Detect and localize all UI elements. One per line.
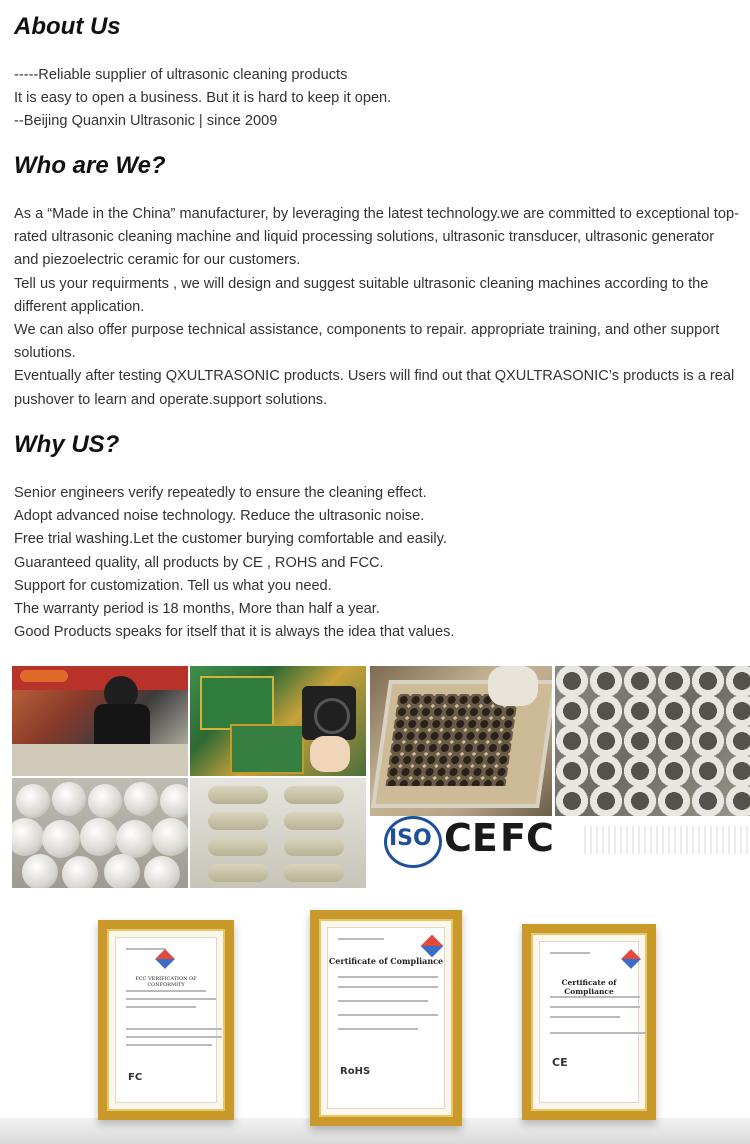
ceramic-roll: [284, 838, 344, 856]
who-text: [14, 203, 740, 412]
ceramic-disc: [124, 782, 158, 816]
why-item: Support for customization. Tell us what you need.: [14, 577, 332, 594]
ceramic-disc: [16, 784, 50, 818]
ce-certificate: [522, 924, 656, 1120]
workbench: [12, 744, 188, 776]
fan-ring: [314, 698, 350, 734]
certificate-emblem: [421, 935, 444, 958]
text-line: [550, 1032, 646, 1034]
fcc-certificate-title: FCC VERIFICATION OF CONFORMITY: [135, 976, 197, 988]
hand: [310, 736, 350, 772]
decorative-stripes: [584, 826, 750, 854]
text-line: [338, 976, 438, 978]
ce-mark: CE: [552, 1056, 568, 1069]
why-item: The warranty period is 18 months, More than half a year.: [14, 601, 380, 618]
text-line: [338, 1028, 418, 1030]
who-paragraph: Eventually after testing QXULTRASONIC products. Users will find out that QXULTRASONIC’s products is a real pushover to learn and operate.support solutions.: [14, 368, 735, 408]
gloved-hand: [488, 666, 538, 706]
ceramic-roll: [208, 786, 268, 804]
why-heading: Why US?: [14, 431, 120, 458]
about-line: -----Reliable supplier of ultrasonic cleaning products: [14, 67, 348, 83]
text-line: [126, 998, 216, 1000]
certificate-emblem: [621, 949, 641, 969]
why-item: Guaranteed quality, all products by CE , ROHS and FCC.: [14, 554, 384, 571]
text-line: [126, 1044, 212, 1046]
text-line: [338, 1000, 428, 1002]
pcb-board: [200, 676, 274, 730]
ceramic-roll: [208, 864, 268, 882]
ceramic-roll: [284, 812, 344, 830]
text-line: [126, 948, 166, 950]
text-line: [126, 1006, 196, 1008]
text-line: [338, 1014, 438, 1016]
fcc-certificate: [98, 920, 234, 1120]
ceramic-rings-photo: [555, 666, 750, 816]
text-line: [126, 1028, 222, 1030]
ring-tray-photo: [370, 666, 552, 816]
text-line: [550, 952, 590, 954]
ceramic-disc: [80, 818, 118, 856]
about-line: --Beijing Quanxin Ultrasonic | since 2009: [14, 113, 278, 130]
text-line: [126, 990, 206, 992]
ceramic-disc: [12, 818, 44, 856]
ceramic-roll: [284, 786, 344, 804]
who-paragraph: We can also offer purpose technical assistance, components to repair. appropriate training, and other support solutions.: [14, 322, 720, 362]
fcc-logo: FC: [500, 816, 554, 860]
cooling-fan: [302, 686, 356, 740]
ceramic-roll: [284, 864, 344, 882]
certificate-paper: [115, 937, 217, 1103]
certificate-paper: [539, 941, 639, 1103]
ceramic-rings: [386, 694, 519, 786]
text-line: [550, 996, 640, 998]
ceramic-disc: [42, 820, 80, 858]
why-item: Free trial washing.Let the customer burying comfortable and easily.: [14, 531, 447, 548]
text-line: [550, 1006, 640, 1008]
ring-pattern: [555, 666, 750, 816]
ceramic-disc: [152, 818, 188, 856]
ceramic-disc: [88, 784, 122, 818]
rohs-mark: RoHS: [340, 1066, 371, 1077]
ceramic-disc: [62, 856, 98, 888]
text-line: [550, 1016, 620, 1018]
iso-logo: ISO: [389, 826, 432, 851]
about-heading: About Us: [14, 13, 121, 40]
why-item: Good Products speaks for itself that it is always the idea that values.: [14, 624, 455, 641]
who-paragraph: As a “Made in the China” manufacturer, by leveraging the latest technology.we are committed to exceptional top-rated ultrasonic cleaning machine and liquid processing solutions, ultrasonic transducer, ultrasonic generator and piezoelectric ceramic for our customers.: [14, 206, 739, 269]
ceramic-disc: [104, 854, 140, 888]
text-line: [126, 1036, 222, 1038]
pcb-board: [230, 724, 304, 774]
ceramic-disc: [116, 820, 154, 858]
why-item: Adopt advanced noise technology. Reduce the ultrasonic noise.: [14, 508, 425, 525]
fcc-mark: FC: [128, 1072, 143, 1083]
ceramic-roll: [208, 812, 268, 830]
brand-badge: [20, 670, 68, 682]
who-heading: Who are We?: [14, 152, 166, 179]
ceramic-disc: [160, 784, 188, 818]
about-line: It is easy to open a business. But it is hard to keep it open.: [14, 90, 392, 107]
ceramic-discs-photo: [12, 778, 188, 888]
about-text: [14, 64, 740, 134]
ceramic-roll: [208, 838, 268, 856]
ceramic-disc: [144, 856, 180, 888]
who-paragraph: Tell us your requirments , we will design and suggest suitable ultrasonic cleaning machines according to the different application.: [14, 275, 709, 315]
why-item: Senior engineers verify repeatedly to ensure the cleaning effect.: [14, 485, 427, 501]
text-line: [338, 938, 384, 940]
factory-workshop-photo: [12, 666, 188, 776]
circuit-boards-photo: [190, 666, 366, 776]
certificate-emblem: [155, 949, 175, 969]
compliance-title: Certificate of Compliance: [328, 956, 444, 966]
text-line: [338, 986, 438, 988]
certification-logos: [384, 814, 750, 864]
rohs-certificate: [310, 910, 462, 1126]
transducer-rolls-photo: [190, 778, 366, 888]
certificate-paper: [327, 927, 445, 1109]
why-list: [14, 482, 740, 644]
ceramic-disc: [22, 854, 58, 888]
compliance-title: Certificate of Compliance: [561, 978, 617, 996]
ce-logo: CE: [444, 816, 498, 860]
ceramic-disc: [52, 782, 86, 816]
